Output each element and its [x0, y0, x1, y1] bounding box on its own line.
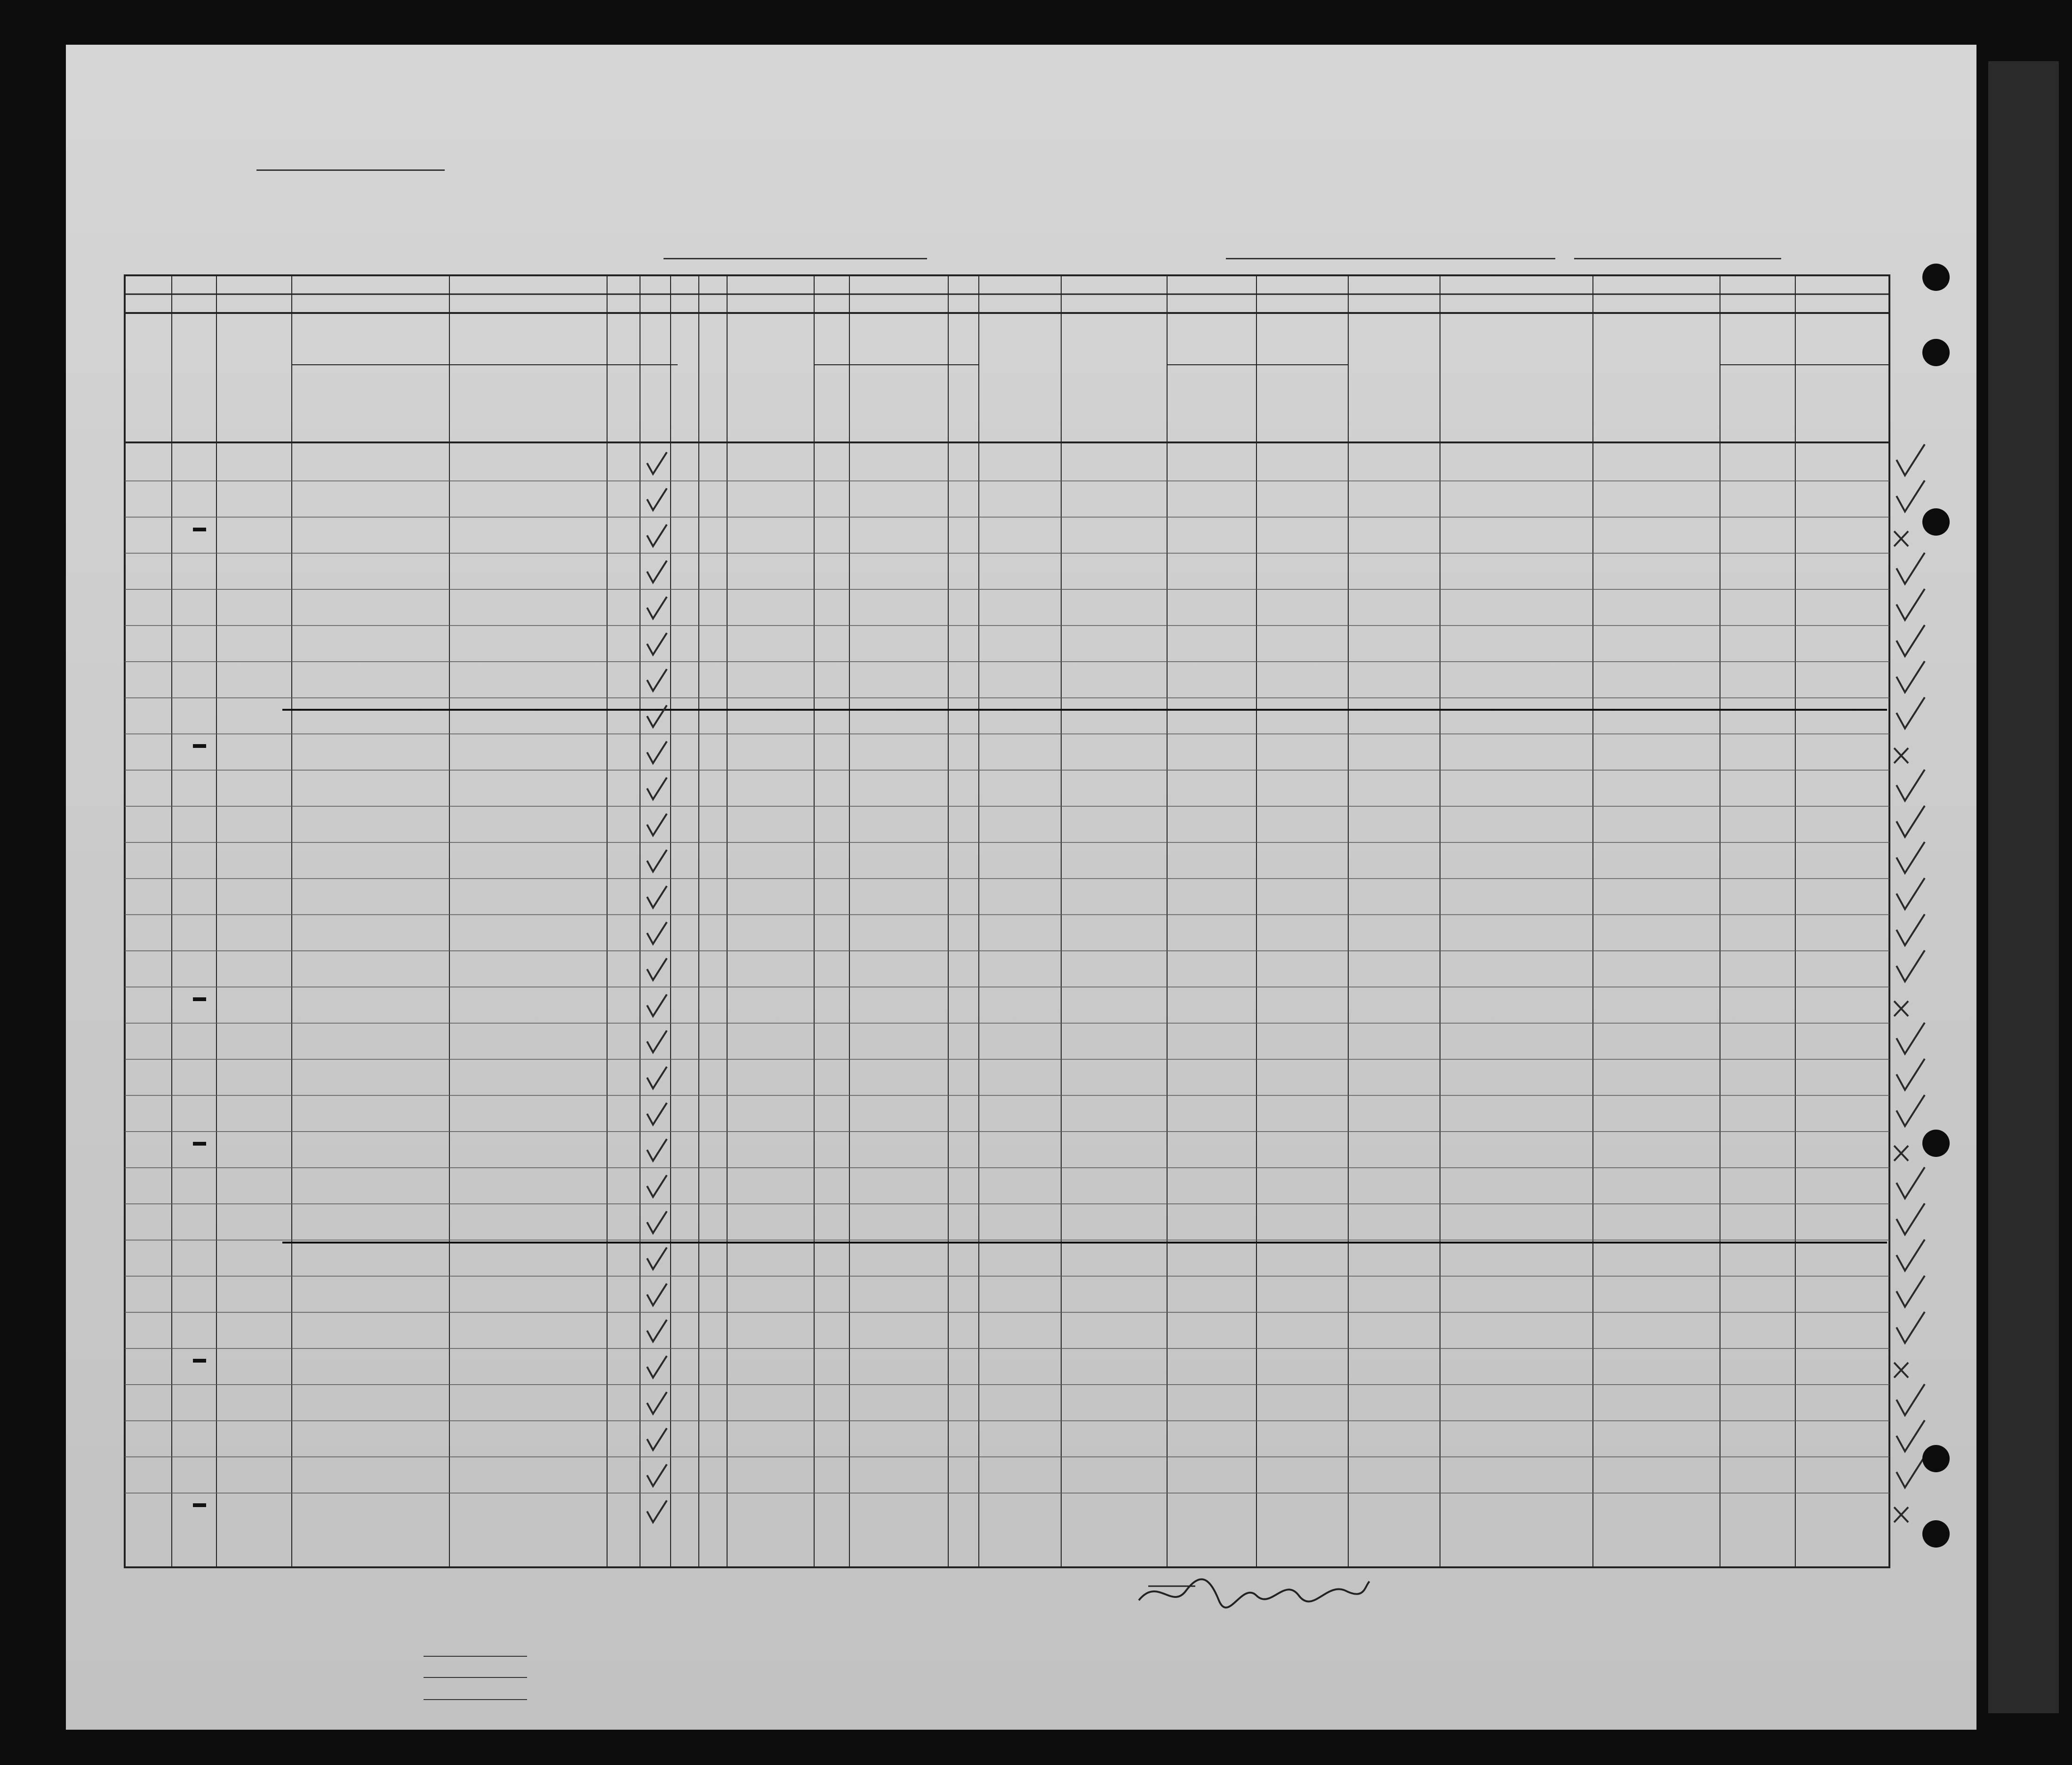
- purser-signature: [1129, 1567, 1374, 1619]
- us-citizen-stamp: [193, 997, 206, 1001]
- aliens-line: [424, 1699, 527, 1700]
- binder-hole: [1922, 264, 1950, 291]
- binder-hole: [1922, 1520, 1950, 1548]
- us-citizen-stamp: [193, 1142, 206, 1146]
- us-citizen-stamp: [193, 1359, 206, 1363]
- us-citizen-stamp: [193, 744, 206, 748]
- total-passengers-line: [424, 1656, 527, 1657]
- us-citizen-stamp: [193, 528, 206, 531]
- binder-hole: [1922, 508, 1950, 536]
- us-citizen-stamp: [193, 1503, 206, 1507]
- binder-hole: [1922, 1445, 1950, 1472]
- binder-hole: [1922, 339, 1950, 366]
- binder-hole: [1922, 1130, 1950, 1157]
- us-citizens-line: [424, 1677, 527, 1678]
